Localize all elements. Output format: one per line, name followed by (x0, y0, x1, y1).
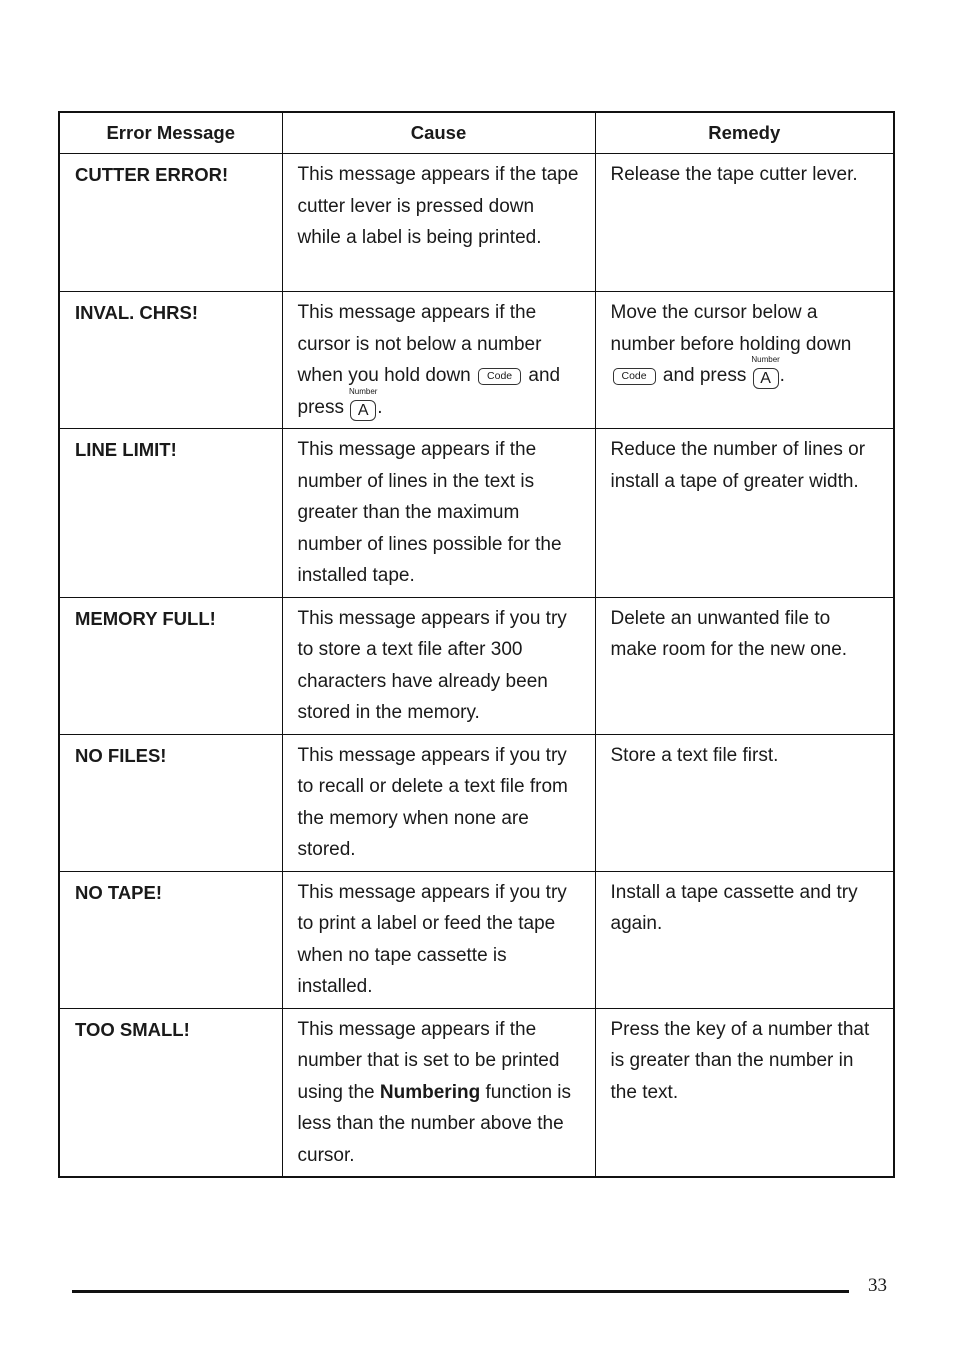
header-error-message: Error Message (59, 112, 282, 154)
table-row (59, 429, 894, 598)
error-message-table (58, 111, 895, 1178)
error-message-cell: MEMORY FULL! (59, 597, 282, 734)
cause-text: and press (297, 365, 561, 418)
remedy-cell: Reduce the number of lines or install a tape of greater width. (595, 429, 894, 598)
cause-text: function is less than the number above the cursor. (297, 1081, 572, 1166)
table-row (59, 292, 894, 429)
remedy-text: and press (662, 365, 747, 386)
error-message-cell: NO FILES! (59, 734, 282, 871)
error-message-cell: INVAL. CHRS! (59, 292, 282, 429)
header-remedy: Remedy (595, 112, 894, 154)
cause-text: . (377, 396, 383, 418)
cause-text: This message appears if the cursor is not below a number when you hold down (297, 302, 542, 386)
header-cause: Cause (282, 112, 595, 154)
code-key-icon: Code (613, 368, 656, 385)
error-message-cell: TOO SMALL! (59, 1008, 282, 1177)
cause-cell: This message appears if the number of lines in the text is greater than the maximum number of lines possible for the installed tape. (282, 429, 595, 598)
a-number-key-icon (751, 355, 780, 389)
key-sub-label: Number (349, 386, 378, 396)
key-label: A (357, 401, 369, 419)
cause-cell: This message appears if you try to store a text file after 300 characters have already been stored in the memory. (282, 597, 595, 734)
remedy-text: Move the cursor below a number before holding down (610, 302, 852, 355)
error-message-cell: CUTTER ERROR! (59, 154, 282, 292)
table-row (59, 871, 894, 1008)
code-key-icon: Code (478, 368, 521, 385)
error-message-cell: LINE LIMIT! (59, 429, 282, 598)
table-header-row (59, 112, 894, 154)
remedy-cell: Delete an unwanted file to make room for the new one. (595, 597, 894, 734)
cause-cell (282, 1008, 595, 1177)
table-row (59, 734, 894, 871)
cause-text: This message appears if the number that is set to be printed using the (297, 1018, 560, 1103)
remedy-cell (595, 292, 894, 429)
table-row (59, 154, 894, 292)
remedy-cell: Press the key of a number that is greater than the number in the text. (595, 1008, 894, 1177)
cause-cell (282, 292, 595, 429)
remedy-text: . (779, 365, 785, 386)
remedy-cell: Release the tape cutter lever. (595, 154, 894, 292)
cause-cell: This message appears if the tape cutter lever is pressed down while a label is being printed. (282, 154, 595, 292)
table-row (59, 597, 894, 734)
remedy-cell: Store a text file first. (595, 734, 894, 871)
cause-cell: This message appears if you try to recall or delete a text file from the memory when none are stored. (282, 734, 595, 871)
table-row (59, 1008, 894, 1177)
key-label: A (760, 370, 771, 387)
numbering-keyword: Numbering (379, 1081, 481, 1103)
a-number-key-icon (349, 386, 378, 421)
footer-divider (72, 1290, 849, 1293)
remedy-cell: Install a tape cassette and try again. (595, 871, 894, 1008)
key-sub-label: Number (751, 355, 780, 364)
page-number: 33 (868, 1275, 887, 1296)
error-message-cell: NO TAPE! (59, 871, 282, 1008)
cause-cell: This message appears if you try to print a label or feed the tape when no tape cassette is installed. (282, 871, 595, 1008)
